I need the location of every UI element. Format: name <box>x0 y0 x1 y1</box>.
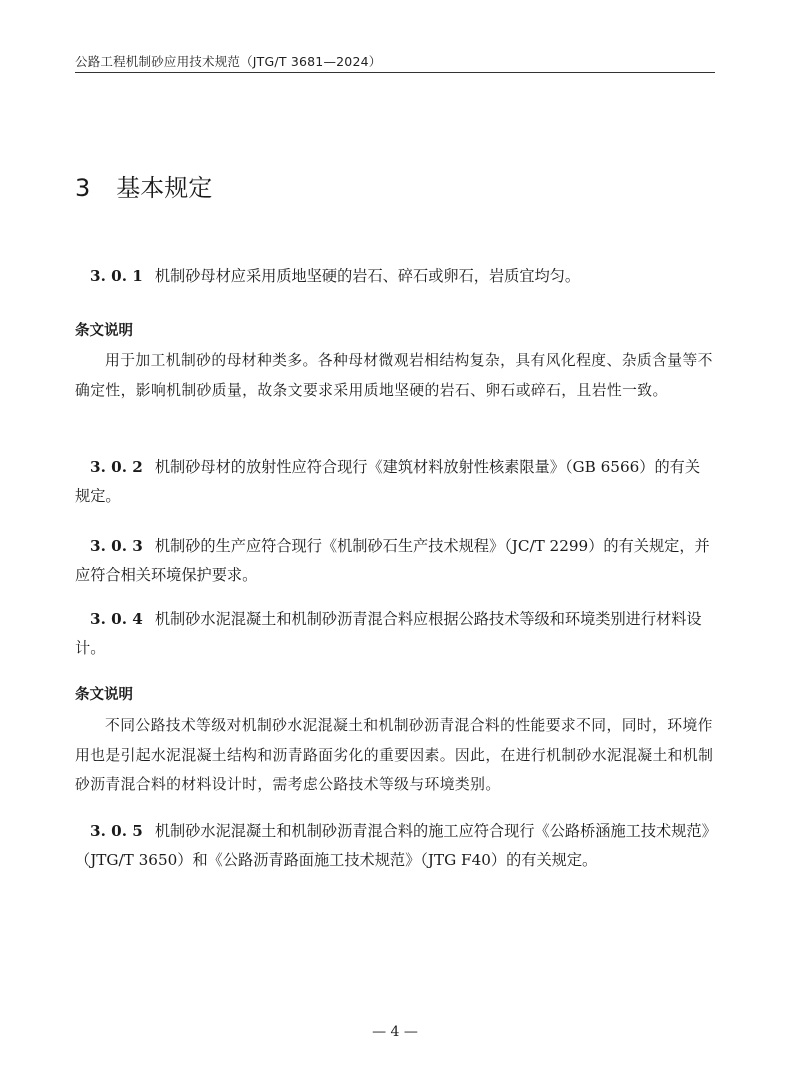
clause-number: 3. 0. 3 <box>90 537 143 555</box>
explanation-text: 用于加工机制砂的母材种类多。各种母材微观岩相结构复杂，具有风化程度、杂质含量等不确定性，影响机制砂质量，故条文要求采用质地坚硬的岩石、卵石或碎石，且岩性一致。 <box>75 352 713 399</box>
clause-text: 机制砂水泥混凝土和机制砂沥青混合料的施工应符合现行《公路桥涵施工技术规范》（JTG/T 3650）和《公路沥青路面施工技术规范》（JTG F40）的有关规定。 <box>75 822 710 869</box>
explanation-heading: 条文说明 <box>75 687 133 703</box>
explanation-heading: 条文说明 <box>75 323 133 339</box>
running-header: 公路工程机制砂应用技术规范（JTG/T 3681—2024） <box>75 54 382 69</box>
chapter-title <box>75 168 212 203</box>
clause-number: 3. 0. 4 <box>90 610 143 628</box>
clause-number: 3. 0. 5 <box>90 822 143 840</box>
clause-3-0-1 <box>75 262 715 291</box>
header-rule <box>75 72 715 73</box>
chapter-number: 3 <box>75 174 91 202</box>
clause-text: 机制砂水泥混凝土和机制砂沥青混合料应根据公路技术等级和环境类别进行材料设计。 <box>75 610 702 657</box>
clause-number: 3. 0. 1 <box>90 267 143 285</box>
clause-text: 机制砂的生产应符合现行《机制砂石生产技术规程》（JC/T 2299）的有关规定，并应符合相关环境保护要求。 <box>75 537 710 584</box>
clause-3-0-2 <box>75 453 715 511</box>
clause-number: 3. 0. 2 <box>90 458 143 476</box>
clause-text: 机制砂母材的放射性应符合现行《建筑材料放射性核素限量》（GB 6566）的有关规定。 <box>75 458 701 505</box>
clause-3-0-5 <box>75 817 715 875</box>
clause-3-0-4 <box>75 605 715 663</box>
page-number: — 4 — <box>372 1024 418 1040</box>
chapter-title-text: 基本规定 <box>116 174 213 202</box>
clause-3-0-3 <box>75 532 715 590</box>
clause-text: 机制砂母材应采用质地坚硬的岩石、碎石或卵石，岩质宜均匀。 <box>154 267 581 285</box>
explanation-text: 不同公路技术等级对机制砂水泥混凝土和机制砂沥青混合料的性能要求不同，同时，环境作用也是引起水泥混凝土结构和沥青路面劣化的重要因素。因此，在进行机制砂水泥混凝土和机制砂沥青混合料的材料设计时，需考虑公路技术等级与环境类别。 <box>75 717 714 793</box>
